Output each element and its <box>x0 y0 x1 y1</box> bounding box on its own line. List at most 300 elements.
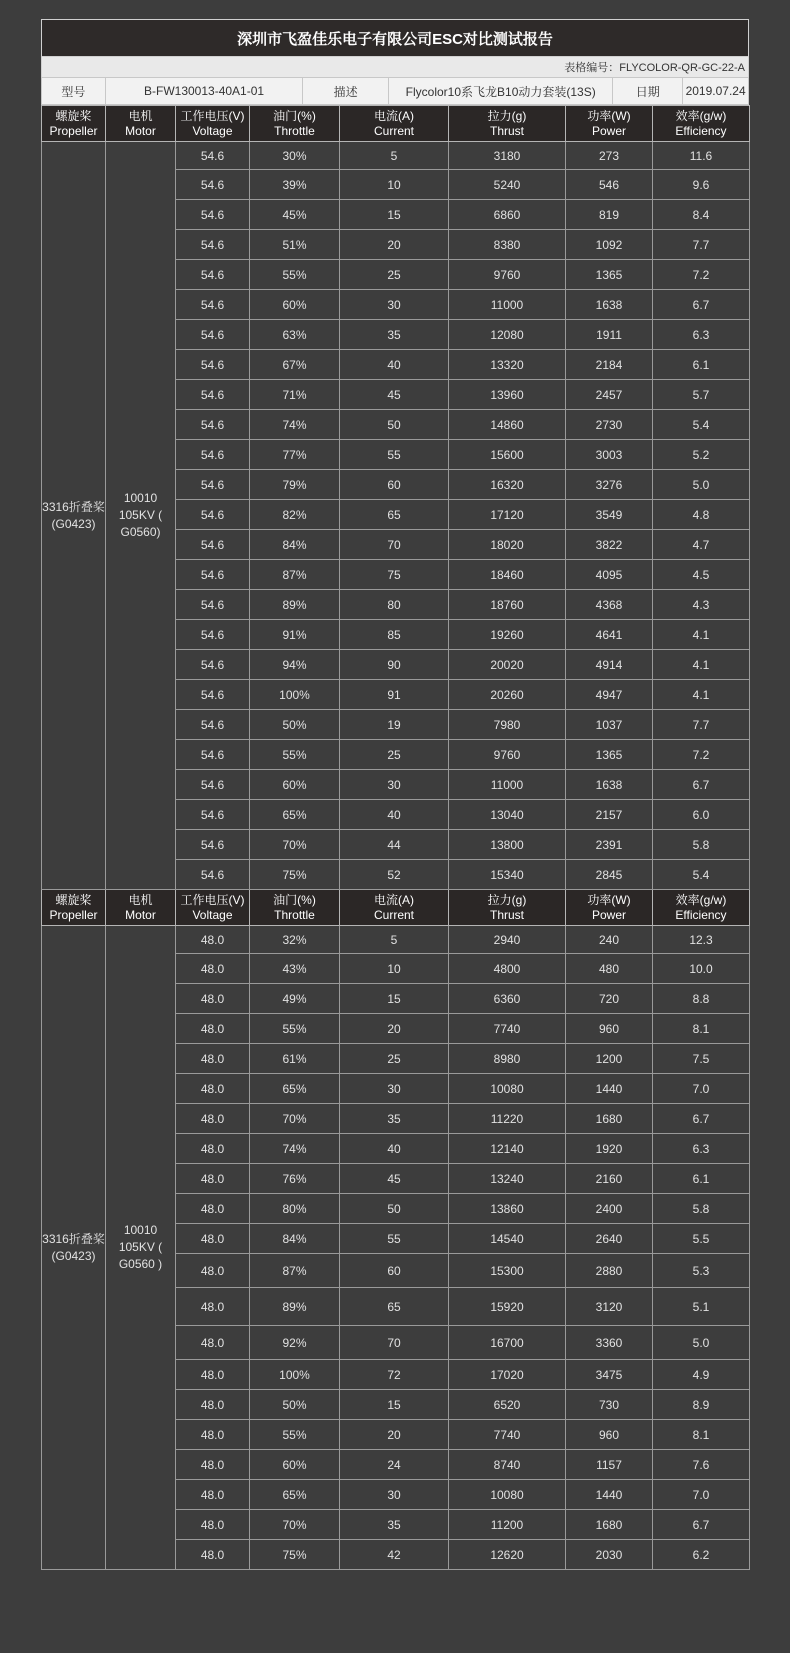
current-cell: 30 <box>340 1480 449 1510</box>
column-header-cn: 油门(%) <box>273 108 316 123</box>
column-header-2 <box>176 890 250 926</box>
current-cell: 55 <box>340 1224 449 1254</box>
thrust-cell: 13320 <box>449 350 566 380</box>
column-header-cn: 功率(W) <box>587 108 631 123</box>
thrust-cell: 6360 <box>449 984 566 1014</box>
column-header-3 <box>250 890 340 926</box>
thrust-cell: 12080 <box>449 320 566 350</box>
efficiency-cell: 6.7 <box>653 1104 750 1134</box>
efficiency-cell: 10.0 <box>653 954 750 984</box>
current-cell: 50 <box>340 410 449 440</box>
date-value: 2019.07.24 <box>685 84 746 98</box>
thrust-cell: 13040 <box>449 800 566 830</box>
column-header-en: Current <box>373 907 414 922</box>
column-header-3 <box>250 106 340 142</box>
column-header-en: Throttle <box>274 907 315 922</box>
efficiency-cell: 4.7 <box>653 530 750 560</box>
efficiency-cell: 5.3 <box>653 1254 750 1288</box>
current-cell: 30 <box>340 1074 449 1104</box>
power-cell: 960 <box>566 1014 653 1044</box>
current-cell: 35 <box>340 1510 449 1540</box>
column-header-en: Motor <box>125 123 156 138</box>
current-cell: 90 <box>340 650 449 680</box>
column-header-cn: 电机 <box>128 108 153 123</box>
throttle-cell: 71% <box>250 380 340 410</box>
throttle-cell: 63% <box>250 320 340 350</box>
column-header-1 <box>106 106 176 142</box>
thrust-cell: 14540 <box>449 1224 566 1254</box>
voltage-cell: 54.6 <box>176 470 250 500</box>
throttle-cell: 70% <box>250 1104 340 1134</box>
voltage-cell: 54.6 <box>176 560 250 590</box>
voltage-cell: 48.0 <box>176 1104 250 1134</box>
current-cell: 60 <box>340 470 449 500</box>
power-cell: 3822 <box>566 530 653 560</box>
thrust-cell: 20260 <box>449 680 566 710</box>
thrust-cell: 8980 <box>449 1044 566 1074</box>
column-header-cn: 工作电压(V) <box>180 108 245 123</box>
throttle-cell: 87% <box>250 1254 340 1288</box>
form-code-row <box>41 57 749 77</box>
efficiency-cell: 7.7 <box>653 230 750 260</box>
column-header-5 <box>449 890 566 926</box>
column-header-cn: 油门(%) <box>273 892 316 907</box>
efficiency-cell: 7.6 <box>653 1450 750 1480</box>
current-cell: 19 <box>340 710 449 740</box>
current-cell: 40 <box>340 1134 449 1164</box>
efficiency-cell: 6.7 <box>653 770 750 800</box>
column-header-en: Efficiency <box>675 123 727 138</box>
throttle-cell: 45% <box>250 200 340 230</box>
voltage-cell: 54.6 <box>176 320 250 350</box>
current-cell: 25 <box>340 740 449 770</box>
model-label: 型号 <box>42 78 106 104</box>
throttle-cell: 89% <box>250 1288 340 1326</box>
column-header-6 <box>566 106 653 142</box>
propeller-cell: 3316折叠桨(G0423) <box>42 926 106 1570</box>
power-cell: 1680 <box>566 1104 653 1134</box>
voltage-cell: 54.6 <box>176 170 250 200</box>
efficiency-cell: 8.1 <box>653 1014 750 1044</box>
current-cell: 25 <box>340 1044 449 1074</box>
current-cell: 40 <box>340 800 449 830</box>
current-cell: 15 <box>340 1390 449 1420</box>
voltage-cell: 48.0 <box>176 1044 250 1074</box>
throttle-cell: 89% <box>250 590 340 620</box>
column-header-en: Thrust <box>489 123 524 138</box>
efficiency-cell: 7.2 <box>653 740 750 770</box>
column-header-4 <box>340 106 449 142</box>
voltage-cell: 48.0 <box>176 1014 250 1044</box>
efficiency-cell: 11.6 <box>653 142 750 170</box>
efficiency-cell: 5.0 <box>653 1326 750 1360</box>
current-cell: 40 <box>340 350 449 380</box>
column-header-1 <box>106 890 176 926</box>
throttle-cell: 79% <box>250 470 340 500</box>
column-header-en: Voltage <box>192 123 233 138</box>
voltage-cell: 54.6 <box>176 200 250 230</box>
thrust-cell: 18020 <box>449 530 566 560</box>
efficiency-cell: 5.7 <box>653 380 750 410</box>
throttle-cell: 32% <box>250 926 340 954</box>
efficiency-cell: 7.2 <box>653 260 750 290</box>
voltage-cell: 48.0 <box>176 1134 250 1164</box>
efficiency-cell: 8.1 <box>653 1420 750 1450</box>
throttle-cell: 61% <box>250 1044 340 1074</box>
column-header-en: Power <box>591 123 626 138</box>
throttle-cell: 65% <box>250 1480 340 1510</box>
efficiency-cell: 6.1 <box>653 350 750 380</box>
efficiency-cell: 4.1 <box>653 680 750 710</box>
throttle-cell: 76% <box>250 1164 340 1194</box>
column-header-en: Throttle <box>274 123 315 138</box>
voltage-cell: 54.6 <box>176 740 250 770</box>
column-header-0 <box>42 106 106 142</box>
column-header-cn: 效率(g/w) <box>675 892 727 907</box>
voltage-cell: 54.6 <box>176 142 250 170</box>
thrust-cell: 4800 <box>449 954 566 984</box>
power-cell: 960 <box>566 1420 653 1450</box>
model-value: B-FW130013-40A1-01 <box>106 78 303 104</box>
thrust-cell: 11000 <box>449 290 566 320</box>
voltage-cell: 48.0 <box>176 926 250 954</box>
voltage-cell: 54.6 <box>176 350 250 380</box>
power-cell: 3549 <box>566 500 653 530</box>
thrust-cell: 13800 <box>449 830 566 860</box>
thrust-cell: 13960 <box>449 380 566 410</box>
column-header-4 <box>340 890 449 926</box>
power-cell: 3120 <box>566 1288 653 1326</box>
power-cell: 1092 <box>566 230 653 260</box>
throttle-cell: 82% <box>250 500 340 530</box>
column-header-7 <box>653 890 750 926</box>
power-cell: 3276 <box>566 470 653 500</box>
column-header-cn: 效率(g/w) <box>675 108 727 123</box>
current-cell: 72 <box>340 1360 449 1390</box>
thrust-cell: 15920 <box>449 1288 566 1326</box>
power-cell: 1200 <box>566 1044 653 1074</box>
efficiency-cell: 7.7 <box>653 710 750 740</box>
efficiency-cell: 4.8 <box>653 500 750 530</box>
column-header-en: Propeller <box>49 907 98 922</box>
voltage-cell: 48.0 <box>176 1074 250 1104</box>
power-cell: 730 <box>566 1390 653 1420</box>
thrust-cell: 8740 <box>449 1450 566 1480</box>
column-header-row <box>42 106 750 142</box>
power-cell: 1157 <box>566 1450 653 1480</box>
column-header-cn: 工作电压(V) <box>180 892 245 907</box>
power-cell: 3360 <box>566 1326 653 1360</box>
throttle-cell: 70% <box>250 830 340 860</box>
column-header-0 <box>42 890 106 926</box>
column-header-en: Efficiency <box>675 907 727 922</box>
power-cell: 1638 <box>566 290 653 320</box>
thrust-cell: 11200 <box>449 1510 566 1540</box>
throttle-cell: 100% <box>250 1360 340 1390</box>
current-cell: 20 <box>340 1420 449 1450</box>
voltage-cell: 48.0 <box>176 1360 250 1390</box>
efficiency-cell: 5.0 <box>653 470 750 500</box>
voltage-cell: 54.6 <box>176 800 250 830</box>
throttle-cell: 60% <box>250 290 340 320</box>
current-cell: 5 <box>340 926 449 954</box>
voltage-cell: 54.6 <box>176 620 250 650</box>
efficiency-cell: 7.5 <box>653 1044 750 1074</box>
efficiency-cell: 6.7 <box>653 1510 750 1540</box>
test-report <box>41 19 749 1570</box>
efficiency-cell: 12.3 <box>653 926 750 954</box>
test-data-table <box>41 105 750 1570</box>
current-cell: 15 <box>340 984 449 1014</box>
power-cell: 1440 <box>566 1480 653 1510</box>
throttle-cell: 60% <box>250 1450 340 1480</box>
throttle-cell: 91% <box>250 620 340 650</box>
power-cell: 2030 <box>566 1540 653 1570</box>
throttle-cell: 67% <box>250 350 340 380</box>
column-header-cn: 螺旋桨 <box>55 108 92 123</box>
efficiency-cell: 4.9 <box>653 1360 750 1390</box>
throttle-cell: 51% <box>250 230 340 260</box>
current-cell: 50 <box>340 1194 449 1224</box>
current-cell: 35 <box>340 1104 449 1134</box>
thrust-cell: 5240 <box>449 170 566 200</box>
throttle-cell: 49% <box>250 984 340 1014</box>
column-header-cn: 电流(A) <box>374 892 414 907</box>
voltage-cell: 54.6 <box>176 260 250 290</box>
efficiency-cell: 5.5 <box>653 1224 750 1254</box>
throttle-cell: 55% <box>250 260 340 290</box>
propeller-cell: 3316折叠桨(G0423) <box>42 142 106 890</box>
current-cell: 30 <box>340 290 449 320</box>
form-code: 表格编号：FLYCOLOR-QR-GC-22-A <box>564 62 745 74</box>
power-cell: 819 <box>566 200 653 230</box>
power-cell: 1440 <box>566 1074 653 1104</box>
power-cell: 1365 <box>566 260 653 290</box>
efficiency-cell: 7.0 <box>653 1480 750 1510</box>
current-cell: 85 <box>340 620 449 650</box>
voltage-cell: 48.0 <box>176 984 250 1014</box>
efficiency-cell: 8.8 <box>653 984 750 1014</box>
voltage-cell: 48.0 <box>176 1194 250 1224</box>
table-row <box>42 142 750 170</box>
efficiency-cell: 6.0 <box>653 800 750 830</box>
throttle-cell: 50% <box>250 1390 340 1420</box>
voltage-cell: 48.0 <box>176 1510 250 1540</box>
current-cell: 52 <box>340 860 449 890</box>
thrust-cell: 14860 <box>449 410 566 440</box>
voltage-cell: 48.0 <box>176 1390 250 1420</box>
voltage-cell: 54.6 <box>176 500 250 530</box>
thrust-cell: 7980 <box>449 710 566 740</box>
current-cell: 25 <box>340 260 449 290</box>
motor-cell: 10010 105KV ( G0560) <box>106 142 176 890</box>
thrust-cell: 11000 <box>449 770 566 800</box>
power-cell: 2845 <box>566 860 653 890</box>
power-cell: 2640 <box>566 1224 653 1254</box>
power-cell: 1920 <box>566 1134 653 1164</box>
throttle-cell: 77% <box>250 440 340 470</box>
voltage-cell: 54.6 <box>176 830 250 860</box>
column-header-2 <box>176 106 250 142</box>
column-header-cn: 拉力(g) <box>487 108 527 123</box>
meta-row <box>41 77 749 105</box>
date-label: 日期 <box>613 78 683 104</box>
throttle-cell: 50% <box>250 710 340 740</box>
current-cell: 10 <box>340 954 449 984</box>
voltage-cell: 48.0 <box>176 1224 250 1254</box>
current-cell: 5 <box>340 142 449 170</box>
voltage-cell: 48.0 <box>176 1450 250 1480</box>
column-header-en: Propeller <box>49 123 98 138</box>
voltage-cell: 48.0 <box>176 954 250 984</box>
efficiency-cell: 6.1 <box>653 1164 750 1194</box>
current-cell: 24 <box>340 1450 449 1480</box>
power-cell: 1365 <box>566 740 653 770</box>
power-cell: 1911 <box>566 320 653 350</box>
thrust-cell: 3180 <box>449 142 566 170</box>
throttle-cell: 84% <box>250 530 340 560</box>
column-header-cn: 拉力(g) <box>487 892 527 907</box>
column-header-en: Power <box>591 907 626 922</box>
throttle-cell: 60% <box>250 770 340 800</box>
efficiency-cell: 4.1 <box>653 620 750 650</box>
efficiency-cell: 4.3 <box>653 590 750 620</box>
power-cell: 720 <box>566 984 653 1014</box>
current-cell: 70 <box>340 1326 449 1360</box>
thrust-cell: 15340 <box>449 860 566 890</box>
voltage-cell: 48.0 <box>176 1420 250 1450</box>
motor-cell: 10010 105KV ( G0560 ) <box>106 926 176 1570</box>
thrust-cell: 17020 <box>449 1360 566 1390</box>
column-header-cn: 电流(A) <box>374 108 414 123</box>
column-header-en: Thrust <box>489 907 524 922</box>
throttle-cell: 75% <box>250 860 340 890</box>
efficiency-cell: 5.8 <box>653 830 750 860</box>
thrust-cell: 10080 <box>449 1480 566 1510</box>
efficiency-cell: 4.1 <box>653 650 750 680</box>
current-cell: 20 <box>340 1014 449 1044</box>
throttle-cell: 65% <box>250 1074 340 1104</box>
current-cell: 30 <box>340 770 449 800</box>
current-cell: 44 <box>340 830 449 860</box>
throttle-cell: 65% <box>250 800 340 830</box>
efficiency-cell: 5.4 <box>653 410 750 440</box>
column-header-6 <box>566 890 653 926</box>
thrust-cell: 7740 <box>449 1014 566 1044</box>
power-cell: 4947 <box>566 680 653 710</box>
throttle-cell: 75% <box>250 1540 340 1570</box>
thrust-cell: 9760 <box>449 260 566 290</box>
thrust-cell: 11220 <box>449 1104 566 1134</box>
thrust-cell: 13860 <box>449 1194 566 1224</box>
thrust-cell: 19260 <box>449 620 566 650</box>
efficiency-cell: 6.2 <box>653 1540 750 1570</box>
power-cell: 480 <box>566 954 653 984</box>
throttle-cell: 87% <box>250 560 340 590</box>
power-cell: 2880 <box>566 1254 653 1288</box>
throttle-cell: 30% <box>250 142 340 170</box>
voltage-cell: 54.6 <box>176 680 250 710</box>
power-cell: 1037 <box>566 710 653 740</box>
throttle-cell: 84% <box>250 1224 340 1254</box>
current-cell: 15 <box>340 200 449 230</box>
column-header-cn: 螺旋桨 <box>55 892 92 907</box>
power-cell: 2184 <box>566 350 653 380</box>
voltage-cell: 48.0 <box>176 1288 250 1326</box>
power-cell: 546 <box>566 170 653 200</box>
thrust-cell: 6520 <box>449 1390 566 1420</box>
column-header-en: Current <box>373 123 414 138</box>
column-header-cn: 电机 <box>128 892 153 907</box>
efficiency-cell: 5.1 <box>653 1288 750 1326</box>
current-cell: 20 <box>340 230 449 260</box>
power-cell: 4641 <box>566 620 653 650</box>
efficiency-cell: 6.3 <box>653 1134 750 1164</box>
voltage-cell: 54.6 <box>176 290 250 320</box>
thrust-cell: 18460 <box>449 560 566 590</box>
efficiency-cell: 8.4 <box>653 200 750 230</box>
voltage-cell: 48.0 <box>176 1480 250 1510</box>
power-cell: 273 <box>566 142 653 170</box>
voltage-cell: 54.6 <box>176 770 250 800</box>
current-cell: 35 <box>340 320 449 350</box>
voltage-cell: 54.6 <box>176 230 250 260</box>
column-header-7 <box>653 106 750 142</box>
current-cell: 91 <box>340 680 449 710</box>
thrust-cell: 10080 <box>449 1074 566 1104</box>
power-cell: 2457 <box>566 380 653 410</box>
report-title: 深圳市飞盈佳乐电子有限公司ESC对比测试报告 <box>41 19 749 57</box>
thrust-cell: 16320 <box>449 470 566 500</box>
throttle-cell: 55% <box>250 740 340 770</box>
column-header-5 <box>449 106 566 142</box>
throttle-cell: 100% <box>250 680 340 710</box>
thrust-cell: 20020 <box>449 650 566 680</box>
voltage-cell: 48.0 <box>176 1254 250 1288</box>
throttle-cell: 80% <box>250 1194 340 1224</box>
voltage-cell: 48.0 <box>176 1164 250 1194</box>
power-cell: 2160 <box>566 1164 653 1194</box>
efficiency-cell: 5.8 <box>653 1194 750 1224</box>
thrust-cell: 15600 <box>449 440 566 470</box>
table-row <box>42 926 750 954</box>
throttle-cell: 43% <box>250 954 340 984</box>
power-cell: 4914 <box>566 650 653 680</box>
power-cell: 3003 <box>566 440 653 470</box>
efficiency-cell: 5.4 <box>653 860 750 890</box>
power-cell: 2400 <box>566 1194 653 1224</box>
power-cell: 1680 <box>566 1510 653 1540</box>
current-cell: 65 <box>340 1288 449 1326</box>
power-cell: 4095 <box>566 560 653 590</box>
efficiency-cell: 4.5 <box>653 560 750 590</box>
efficiency-cell: 7.0 <box>653 1074 750 1104</box>
thrust-cell: 12620 <box>449 1540 566 1570</box>
power-cell: 3475 <box>566 1360 653 1390</box>
power-cell: 4368 <box>566 590 653 620</box>
column-header-en: Voltage <box>192 907 233 922</box>
throttle-cell: 55% <box>250 1014 340 1044</box>
current-cell: 55 <box>340 440 449 470</box>
efficiency-cell: 5.2 <box>653 440 750 470</box>
power-cell: 2391 <box>566 830 653 860</box>
voltage-cell: 48.0 <box>176 1326 250 1360</box>
power-cell: 240 <box>566 926 653 954</box>
voltage-cell: 54.6 <box>176 410 250 440</box>
throttle-cell: 74% <box>250 1134 340 1164</box>
voltage-cell: 48.0 <box>176 1540 250 1570</box>
thrust-cell: 16700 <box>449 1326 566 1360</box>
